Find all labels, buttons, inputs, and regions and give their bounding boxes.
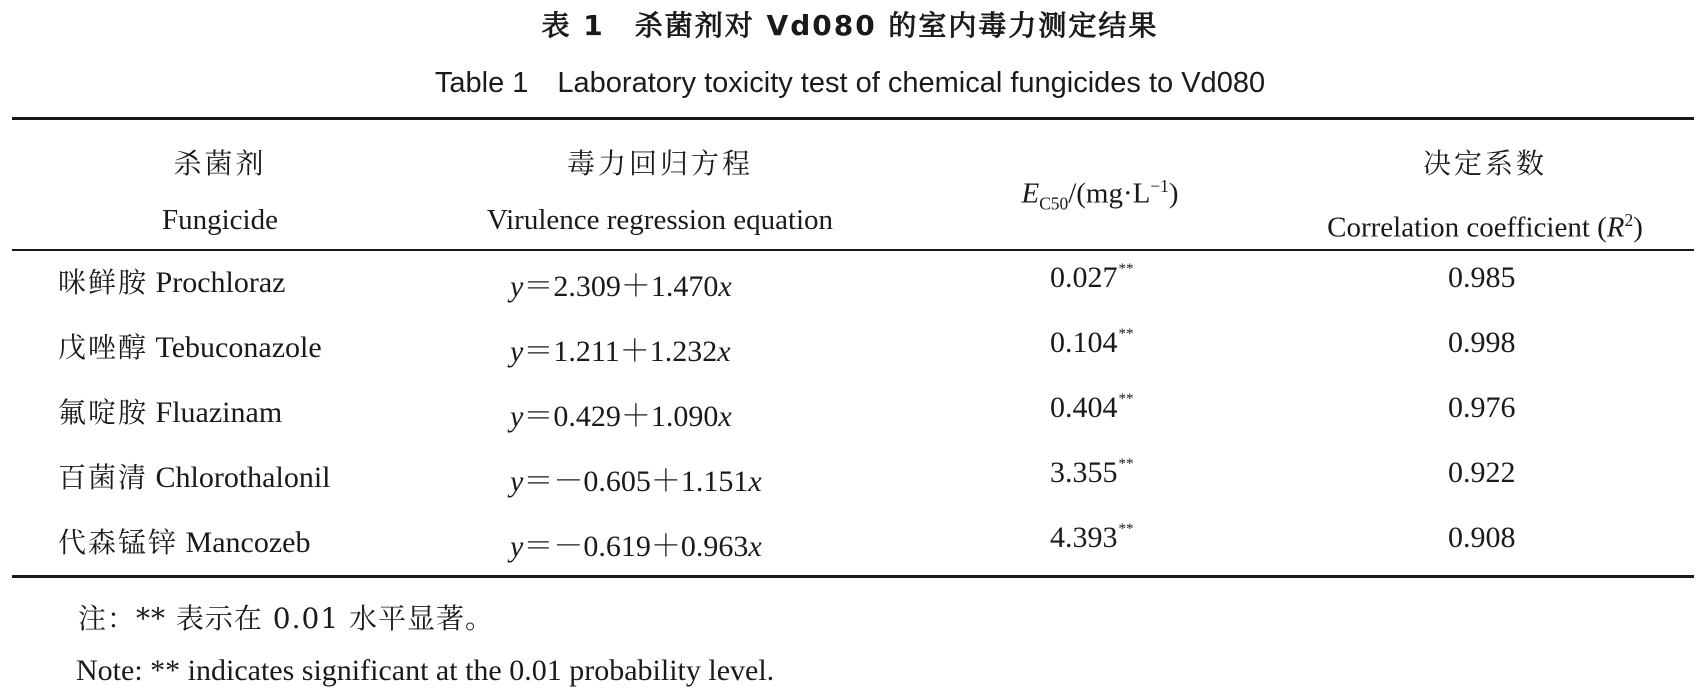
table-caption-en: Table 1 Laboratory toxicity test of chemical fungicides to Vd080	[434, 67, 1266, 99]
ec50-close: )	[1168, 177, 1179, 210]
ec50-value: 0.104	[1050, 326, 1118, 359]
header-r2-cn: 决定系数	[1422, 147, 1547, 180]
equation-rhs: ＝0.429＋1.090	[523, 400, 719, 433]
equation-rhs: ＝2.309＋1.470	[523, 270, 719, 303]
r2-close: )	[1633, 211, 1643, 244]
r2-cell: 0.985	[1448, 261, 1516, 294]
fungicide-name-en: Fluazinam	[155, 396, 283, 429]
fungicide-name-en: Tebuconazole	[155, 331, 322, 364]
fungicide-cell	[58, 326, 322, 366]
table-caption-cn: 表 1 杀菌剂对 Vd080 的室内毒力测定结果	[541, 9, 1159, 42]
note-cn: 注：** 表示在 0.01 水平显著。	[78, 602, 495, 635]
fungicide-cell	[58, 391, 282, 431]
fungicide-name-en: Prochloraz	[155, 266, 286, 299]
ec50-symbol: E	[1021, 177, 1040, 210]
significance-mark: **	[1118, 521, 1134, 537]
equation-rhs: ＝－0.605＋1.151	[523, 465, 749, 498]
fungicide-cell	[58, 261, 285, 301]
note-en: Note: ** indicates significant at the 0.01 probability level.	[76, 654, 775, 687]
table-row	[0, 383, 1700, 447]
equation-x: x	[748, 465, 762, 498]
bottom-rule	[12, 575, 1694, 578]
significance-mark: **	[1118, 391, 1134, 407]
ec50-value: 4.393	[1050, 521, 1118, 554]
equation-x: x	[718, 400, 732, 433]
equation-y: y	[510, 270, 524, 303]
r2-cell: 0.922	[1448, 456, 1516, 489]
equation-x: x	[718, 270, 732, 303]
r2-cell: 0.998	[1448, 326, 1516, 359]
r2-exponent: 2	[1624, 210, 1634, 230]
equation-cell	[510, 521, 762, 565]
fungicide-cell	[58, 456, 331, 496]
equation-y: y	[510, 400, 524, 433]
r2-cell: 0.908	[1448, 521, 1516, 554]
ec50-value: 0.404	[1050, 391, 1118, 424]
header-fungicide	[120, 136, 320, 248]
header-fungicide-en: Fungicide	[162, 204, 278, 236]
header-fungicide-cn: 杀菌剂	[173, 147, 267, 180]
table-row	[0, 253, 1700, 317]
ec50-value: 3.355	[1050, 456, 1118, 489]
ec50-unit: /(mg·L	[1068, 177, 1151, 210]
header-equation	[440, 136, 880, 248]
ec50-value: 0.027	[1050, 261, 1118, 294]
fungicide-name-cn: 百菌清	[58, 461, 149, 494]
equation-y: y	[510, 465, 524, 498]
equation-cell	[510, 456, 762, 500]
fungicide-name-cn: 代森锰锌	[58, 526, 179, 559]
table-row	[0, 513, 1700, 577]
header-rule	[12, 249, 1694, 251]
equation-cell	[510, 261, 732, 305]
equation-x: x	[748, 530, 762, 563]
ec50-subscript: C50	[1039, 193, 1069, 214]
significance-mark: **	[1118, 326, 1134, 342]
fungicide-name-cn: 戊唑醇	[58, 331, 149, 364]
table-row	[0, 318, 1700, 382]
header-r2-en	[1290, 192, 1680, 256]
header-equation-cn: 毒力回归方程	[566, 147, 753, 180]
ec50-cell	[1050, 326, 1134, 360]
ec50-cell	[1050, 521, 1134, 555]
fungicide-name-en: Chlorothalonil	[155, 461, 331, 494]
ec50-unit-exponent: −1	[1150, 176, 1169, 196]
ec50-cell	[1050, 261, 1134, 295]
ec50-cell	[1050, 456, 1134, 490]
equation-y: y	[510, 335, 524, 368]
header-ec50	[950, 158, 1250, 231]
fungicide-name-en: Mancozeb	[185, 526, 311, 559]
equation-y: y	[510, 530, 524, 563]
equation-cell	[510, 391, 732, 435]
fungicide-cell	[58, 521, 310, 561]
header-equation-en: Virulence regression equation	[486, 204, 834, 236]
top-rule	[12, 117, 1694, 120]
equation-x: x	[717, 335, 731, 368]
significance-mark: **	[1118, 456, 1134, 472]
equation-rhs: ＝1.211＋1.232	[523, 335, 718, 368]
significance-mark: **	[1118, 261, 1134, 277]
header-r2	[1290, 136, 1680, 256]
ec50-cell	[1050, 391, 1134, 425]
r2-cell: 0.976	[1448, 391, 1516, 424]
fungicide-name-cn: 氟啶胺	[58, 396, 149, 429]
equation-cell	[510, 326, 731, 370]
fungicide-name-cn: 咪鲜胺	[58, 266, 149, 299]
r2-label: Correlation coefficient (	[1327, 211, 1607, 244]
equation-rhs: ＝－0.619＋0.963	[523, 530, 749, 563]
r2-symbol: R	[1606, 211, 1625, 244]
table-row	[0, 448, 1700, 512]
